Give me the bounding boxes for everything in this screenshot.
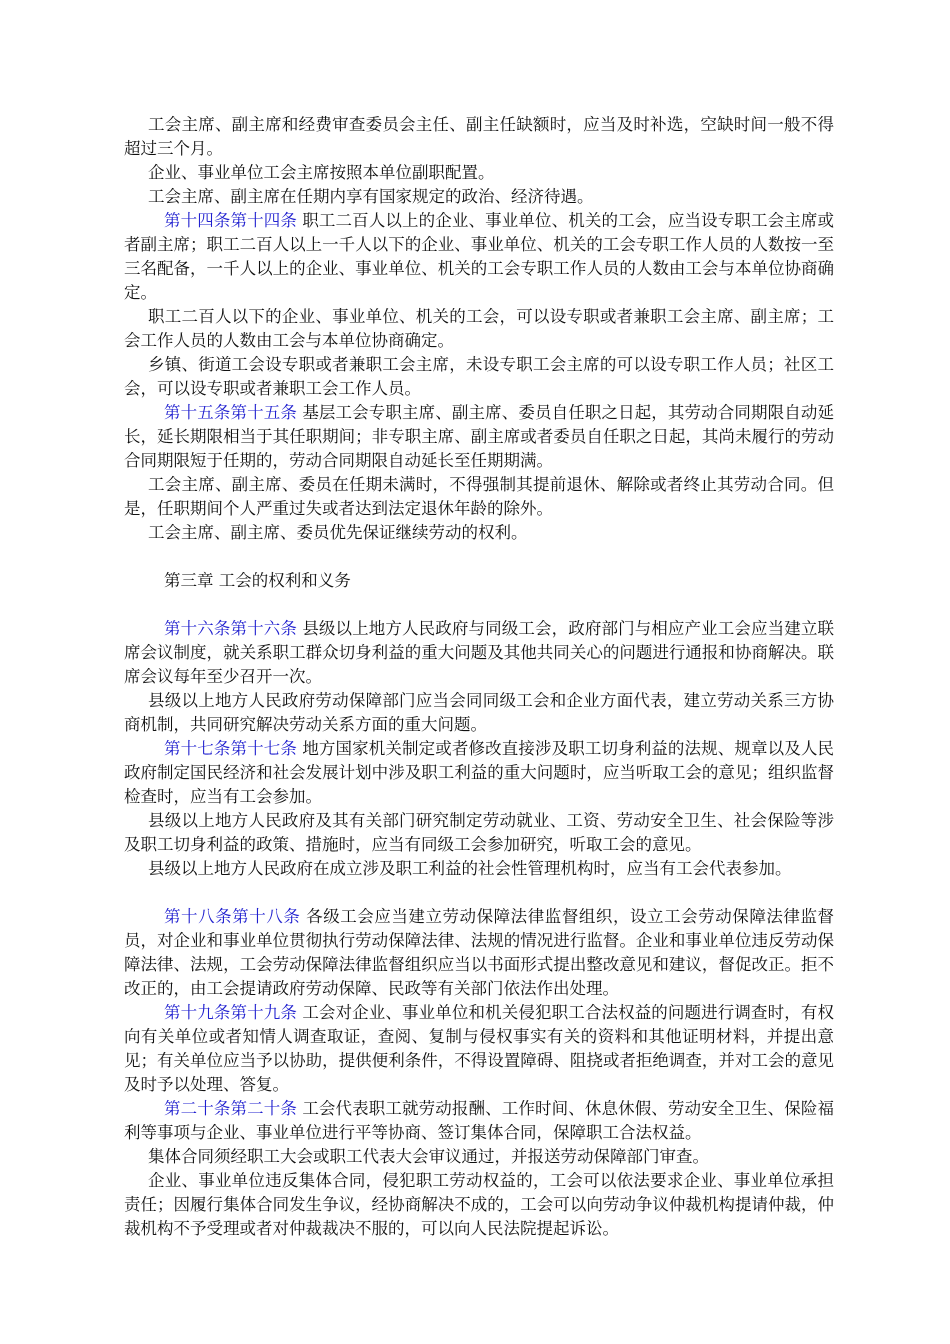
paragraph: 工会主席、副主席、委员在任期未满时，不得强制其提前退休、解除或者终止其劳动合同。但是，任职期间个人严重过失或者达到法定退休年龄的除外。 — [124, 475, 834, 518]
article-16-text: 县级以上地方人民政府与同级工会，政府部门与相应产业工会应当建立联席会议制度，就关系职工群众切身利益的重大问题及其他共同关心的问题进行通报和协商解决。联席会议每年至少召开一次。 — [124, 619, 834, 686]
article-14-label: 第十四条第十四条 — [164, 211, 297, 230]
article-20 — [124, 1097, 834, 1145]
paragraph: 集体合同须经职工大会或职工代表大会审议通过，并报送劳动保障部门审查。 — [148, 1147, 709, 1166]
paragraph: 工会主席、副主席在任期内享有国家规定的政治、经济待遇。 — [148, 187, 594, 206]
article-18-text: 各级工会应当建立劳动保障法律监督组织，设立工会劳动保障法律监督员，对企业和事业单位贯彻执行劳动保障法律、法规的情况进行监督。企业和事业单位违反劳动保障法律、法规，工会劳动保障法律监督组织应当以书面形式提出整改意见和建议，督促改正。拒不改正的，由工会提请政府劳动保障、民政等有关部门依法作出处理。 — [124, 907, 834, 998]
article-18-label: 第十八条第十八条 — [164, 907, 301, 926]
article-15-label: 第十五条第十五条 — [164, 403, 297, 422]
article-16 — [124, 617, 834, 689]
paragraph: 工会主席、副主席、委员优先保证继续劳动的权利。 — [148, 523, 528, 542]
article-15-text: 基层工会专职主席、副主席、委员自任职之日起，其劳动合同期限自动延长，延长期限相当于其任职期间；非专职主席、副主席或者委员自任职之日起，其尚未履行的劳动合同期限短于任期的，劳动合同期限自动延长至任期期满。 — [124, 403, 834, 470]
article-17-label: 第十七条第十七条 — [164, 739, 297, 758]
paragraph: 企业、事业单位工会主席按照本单位副职配置。 — [148, 163, 495, 182]
chapter-title: 第三章 工会的权利和义务 — [164, 571, 351, 590]
document-page — [124, 113, 834, 1241]
article-15 — [124, 401, 834, 473]
article-20-label: 第二十条第二十条 — [164, 1099, 297, 1118]
paragraph: 县级以上地方人民政府在成立涉及职工利益的社会性管理机构时，应当有工会代表参加。 — [148, 859, 792, 878]
article-19-text: 工会对企业、事业单位和机关侵犯职工合法权益的问题进行调查时，有权向有关单位或者知情人调查取证，查阅、复制与侵权事实有关的资料和其他证明材料，并提出意见；有关单位应当予以协助，提供便利条件，不得设置障碍、阻挠或者拒绝调查，并对工会的意见及时予以处理、答复。 — [124, 1003, 834, 1094]
paragraph: 工会主席、副主席和经费审查委员会主任、副主任缺额时，应当及时补选，空缺时间一般不得超过三个月。 — [124, 115, 834, 158]
article-14 — [124, 209, 834, 305]
article-19 — [124, 1001, 834, 1097]
paragraph: 乡镇、街道工会设专职或者兼职工会主席，未设专职工会主席的可以设专职工作人员；社区工会，可以设专职或者兼职工会工作人员。 — [124, 355, 834, 398]
article-14-text: 职工二百人以上的企业、事业单位、机关的工会，应当设专职工会主席或者副主席；职工二百人以上一千人以下的企业、事业单位、机关的工会专职工作人员的人数按一至三名配备，一千人以上的企业、事业单位、机关的工会专职工作人员的人数由工会与本单位协商确定。 — [124, 211, 834, 302]
paragraph: 县级以上地方人民政府劳动保障部门应当会同同级工会和企业方面代表，建立劳动关系三方协商机制，共同研究解决劳动关系方面的重大问题。 — [124, 691, 834, 734]
article-20-text: 工会代表职工就劳动报酬、工作时间、休息休假、劳动安全卫生、保险福利等事项与企业、事业单位进行平等协商、签订集体合同，保障职工合法权益。 — [124, 1099, 834, 1142]
article-17-text: 地方国家机关制定或者修改直接涉及职工切身利益的法规、规章以及人民政府制定国民经济和社会发展计划中涉及职工利益的重大问题时，应当听取工会的意见；组织监督检查时，应当有工会参加。 — [124, 739, 834, 806]
article-18 — [124, 905, 834, 1001]
article-17 — [124, 737, 834, 809]
article-16-label: 第十六条第十六条 — [164, 619, 297, 638]
paragraph: 职工二百人以下的企业、事业单位、机关的工会，可以设专职或者兼职工会主席、副主席；工会工作人员的人数由工会与本单位协商确定。 — [124, 307, 834, 350]
paragraph: 县级以上地方人民政府及其有关部门研究制定劳动就业、工资、劳动安全卫生、社会保险等涉及职工切身利益的政策、措施时，应当有同级工会参加研究，听取工会的意见。 — [124, 811, 834, 854]
paragraph: 企业、事业单位违反集体合同，侵犯职工劳动权益的，工会可以依法要求企业、事业单位承担责任；因履行集体合同发生争议，经协商解决不成的，工会可以向劳动争议仲裁机构提请仲裁，仲裁机构不予受理或者对仲裁裁决不服的，可以向人民法院提起诉讼。 — [124, 1171, 834, 1238]
article-19-label: 第十九条第十九条 — [164, 1003, 297, 1022]
